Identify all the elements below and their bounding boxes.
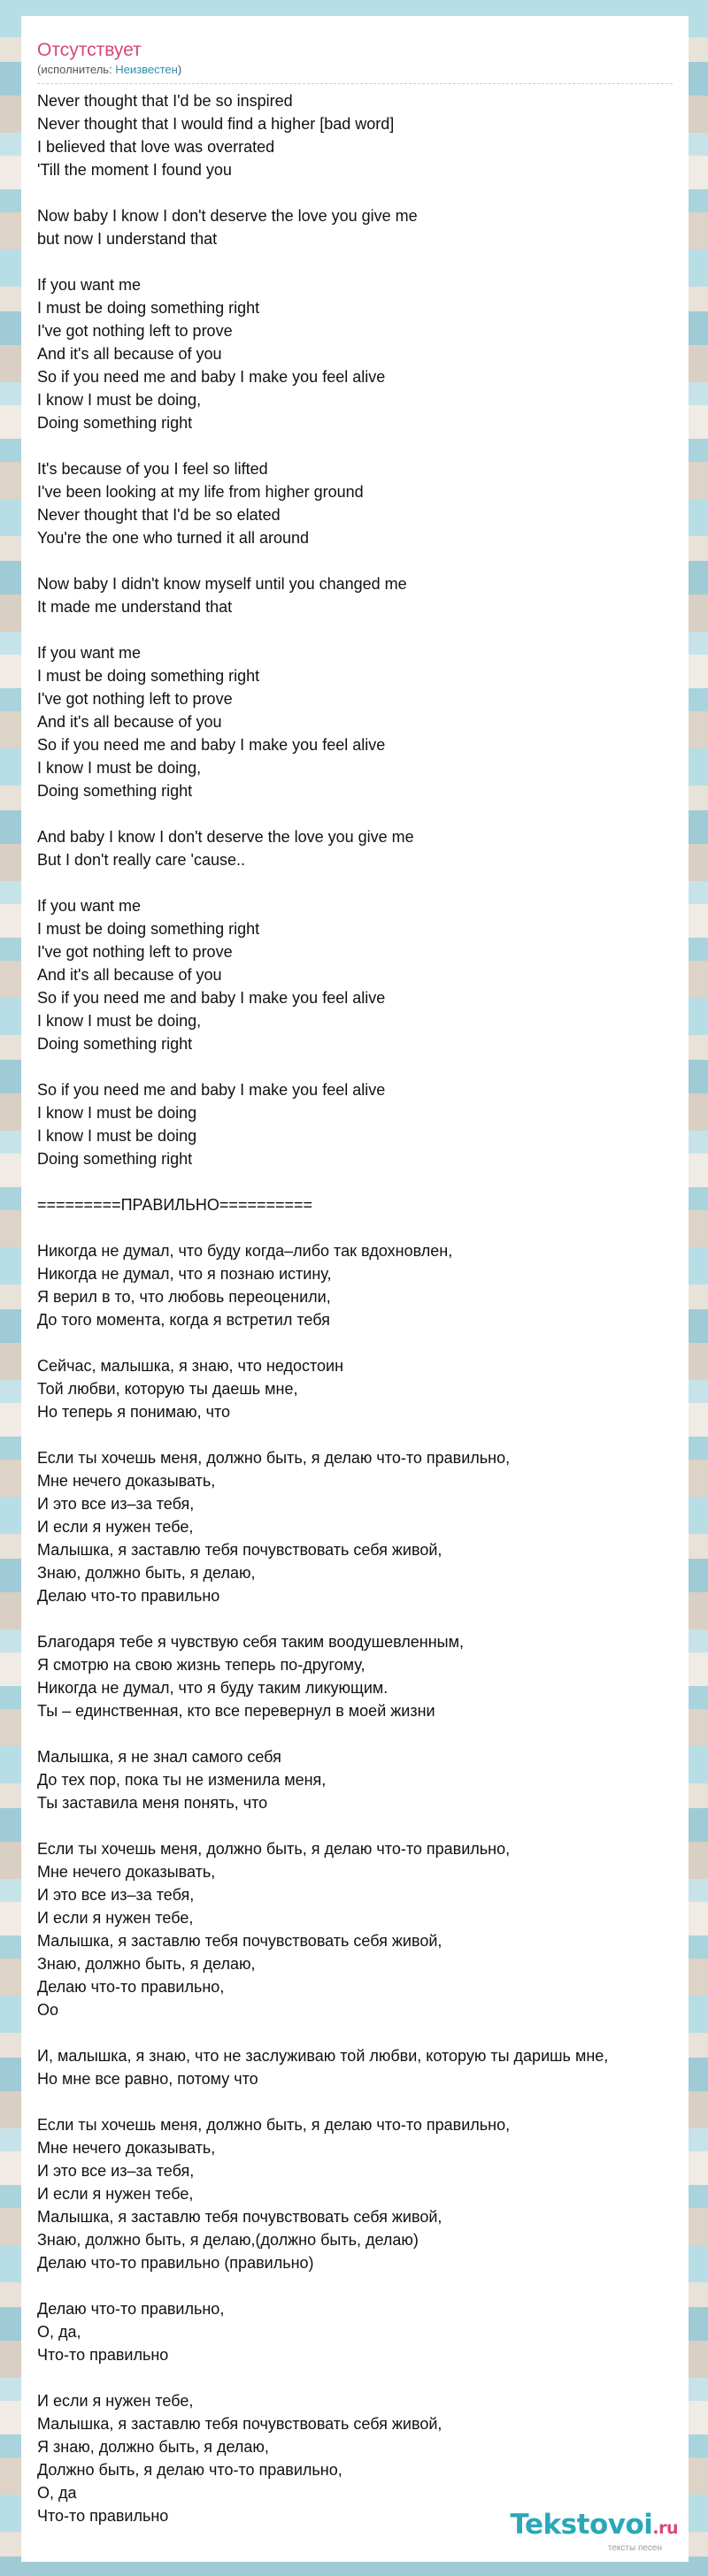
song-title: Отсутствует [37, 40, 142, 60]
artist-line [37, 62, 673, 84]
logo-tagline: тексты песен [607, 2543, 662, 2553]
lyrics-card [21, 16, 689, 2562]
artist-link[interactable]: Неизвестен [115, 63, 178, 76]
site-logo[interactable] [511, 2511, 679, 2553]
artist-prefix: (исполнитель: [37, 63, 116, 76]
lyrics-text: Never thought that I'd be so inspired Never thought that I would find a higher [bad word] I believed that love was overrated 'Till the moment I found you Now baby I know I don't deserve the love you give me but now I understand that If you want me I must be doing something right I've got nothing left to prove And it's all because of you So if you need me and baby I make you feel alive I know I must be doing, Doing something right It's because of you I feel so lifted I've been looking at my life from higher ground Never thought that I'd be so elated You're the one who turned it all around Now baby I didn't know myself until you changed me It made me understand that If you want me I must be doing something right I've got nothing left to prove And it's all because of you So if you need me and baby I make you feel alive I know I must be doing, Doing something right And baby I know I don't deserve the love you give me But I don't really care 'cause.. If you want me I must be doing something right I've got nothing left to prove And it's all because of you So if you need me and baby I make you feel alive I know I must be doing, Doing something right So if you need me and baby I make you feel alive I know I must be doing I know I must be doing Doing something right =========ПРАВИЛЬНО========== Никогда не думал, что буду когда–либо так вдохновлен, Никогда не думал, что я познаю истину, Я верил в то, что любовь переоценили, До того момента, когда я встретил тебя Сейчас, малышка, я знаю, что недостоин Той любви, которую ты даешь мне, Но теперь я понимаю, что Если ты хочешь меня, должно быть, я делаю что-то правильно, Мне нечего доказывать, И это все из–за тебя, И если я нужен тебе, Малышка, я заставлю тебя почувствовать себя живой, Знаю, должно быть, я делаю, Делаю что-то правильно Благодаря тебе я чувствую себя таким воодушевленным, Я смотрю на свою жизнь теперь по-другому, Никогда не думал, что я буду таким ликующим. Ты – единственная, кто все перевернул в моей жизни Малышка, я не знал самого себя До тех пор, пока ты не изменила меня, Ты заставила меня понять, что Если ты хочешь меня, должно быть, я делаю что-то правильно, Мне нечего доказывать, И это все из–за тебя, И если я нужен тебе, Малышка, я заставлю тебя почувствовать себя живой, Знаю, должно быть, я делаю, Делаю что-то правильно, Оо И, малышка, я знаю, что не заслуживаю той любви, которую ты даришь мне, Но мне все равно, потому что Если ты хочешь меня, должно быть, я делаю что-то правильно, Мне нечего доказывать, И это все из–за тебя, И если я нужен тебе, Малышка, я заставлю тебя почувствовать себя живой, Знаю, должно быть, я делаю,(должно быть, делаю) Делаю что-то правильно (правильно) Делаю что-то правильно, О, да, Что-то правильно И если я нужен тебе, Малышка, я заставлю тебя почувствовать себя живой, Я знаю, должно быть, я делаю, Должно быть, я делаю что-то правильно, О, да Что-то правильно [37, 92, 609, 2525]
logo-name: Tekstovoi [510, 2509, 653, 2541]
artist-suffix: ) [177, 63, 182, 76]
logo-tld: .ru [652, 2518, 678, 2538]
logo-wordmark [511, 2511, 679, 2542]
